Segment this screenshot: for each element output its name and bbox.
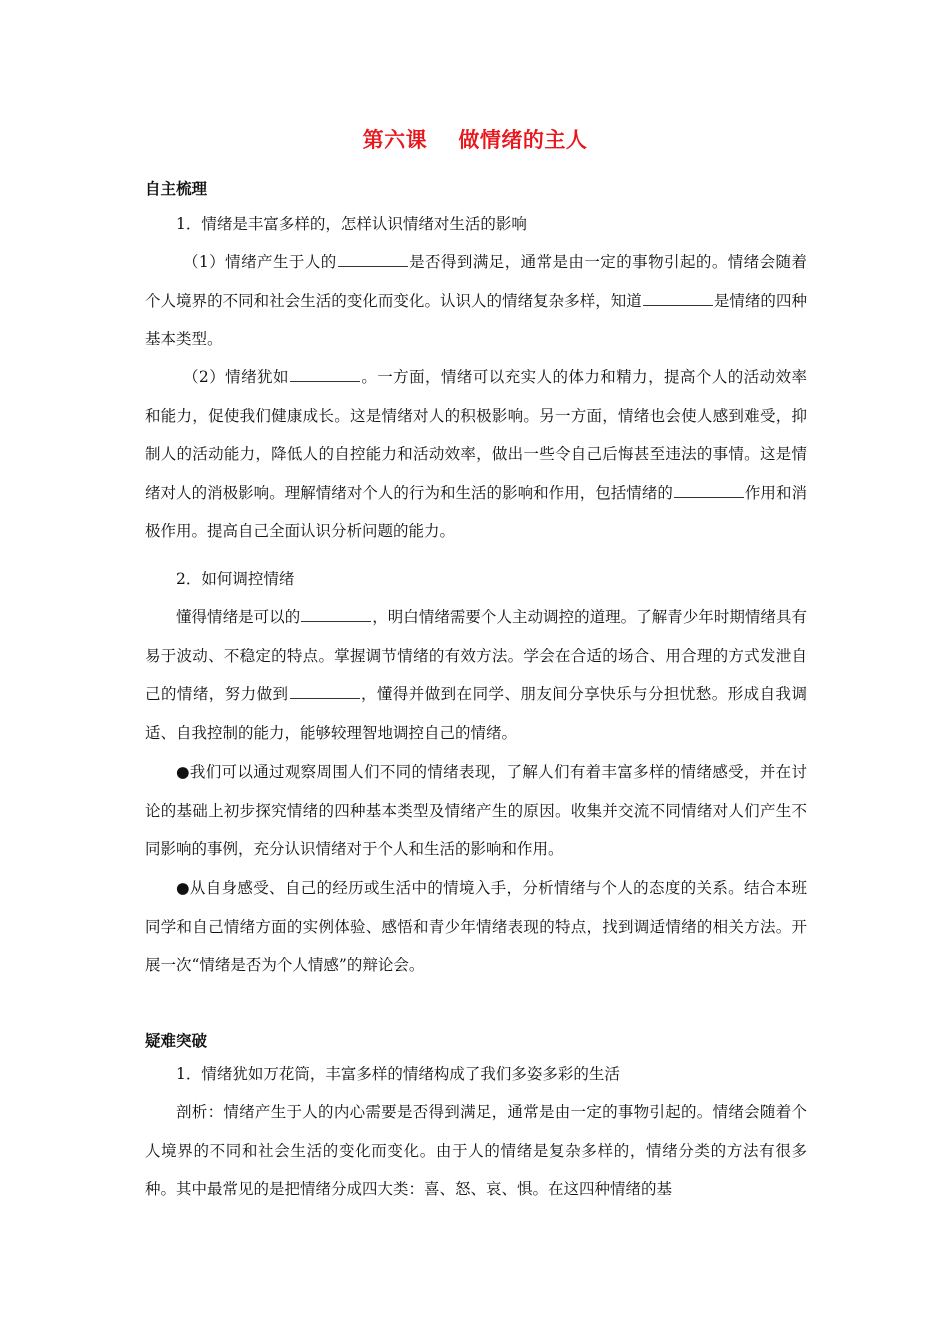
paragraph-text: ，懂得并做到在同学、朋友间分享快乐与分担忧愁。形成自我调适、自我控制的能力，能够较理智地调控自己的情绪。 [145,685,807,742]
item2-title: 2．如何调控情绪 [176,570,295,588]
paragraph-emotion-origin [145,243,807,359]
paragraph-text: 是情绪的四种基本类型。 [145,291,807,349]
paragraph-text: （2）情绪犹如 [183,368,289,386]
paragraph-text: 懂得情绪是可以的 [176,608,301,626]
analysis-paragraph: 剖析：情绪产生于人的内心需要是否得到满足，通常是由一定的事物引起的。情绪会随着个人境界的不同和社会生活的变化而变化。由于人的情绪是复杂多样的，情绪分类的方法有很多种。其中最常见的是把情绪分成四大类：喜、怒、哀、惧。在这四种情绪的基 [145,1103,807,1199]
fill-blank[interactable] [338,252,408,267]
paragraph-emotion-control [145,598,807,752]
section-heading-difficulties: 疑难突破 [145,1032,208,1050]
page-title: 第六课 做情绪的主人 [362,127,588,152]
bullet-paragraph-observe: ●我们可以通过观察周围人们不同的情绪表现，了解人们有着丰富多样的情绪感受，并在讨论的基础上初步探究情绪的四种基本类型及情绪产生的原因。收集并交流不同情绪对人们产生不同影响的事例，充分认识情绪对于个人和生活的影响和作用。 [145,763,807,859]
fill-blank[interactable] [674,483,744,498]
item1-title: 1．情绪是丰富多样的，怎样认识情绪对生活的影响 [176,215,527,233]
paragraph-text: 是否得到满足，通常是由一定的事物引起的。情绪会随着个人境界的不同和社会生活的变化而变化。认识人的情绪复杂多样，知道 [145,253,807,310]
fill-blank[interactable] [290,684,360,699]
fill-blank[interactable] [290,367,360,382]
paragraph-text: 。一方面，情绪可以充实人的体力和精力，提高个人的活动效率和能力，促使我们健康成长。这是情绪对人的积极影响。另一方面，情绪也会使人感到难受，抑制人的活动能力，降低人的自控能力和活动效率，做出一些令自己后悔甚至违法的事情。这是情绪对人的消极影响。理解情绪对个人的行为和生活的影响和作用，包括情绪的 [145,368,807,502]
paragraph-text: （1）情绪产生于人的 [183,253,337,271]
fill-blank[interactable] [301,607,371,622]
bullet-paragraph-experience: ●从自身感受、自己的经历或生活中的情境入手，分析情绪与个人的态度的关系。结合本班同学和自己情绪方面的实例体验、感悟和青少年情绪表现的特点，找到调适情绪的相关方法。开展一次“情绪是否为个人情感”的辩论会。 [145,879,807,975]
paragraph-emotion-effects [145,358,807,551]
paragraph-text: 作用和消极作用。提高自己全面认识分析问题的能力。 [145,483,807,541]
paragraph-text: ，明白情绪需要个人主动调控的道理。了解青少年时期情绪具有易于波动、不稳定的特点。掌握调节情绪的有效方法。学会在合适的场合、用合理的方式发泄自己的情绪，努力做到 [145,608,807,704]
fill-blank[interactable] [643,291,713,306]
section-heading-self-study: 自主梳理 [145,180,208,198]
difficulty-item1-title: 1．情绪犹如万花筒，丰富多样的情绪构成了我们多姿多彩的生活 [176,1065,620,1083]
